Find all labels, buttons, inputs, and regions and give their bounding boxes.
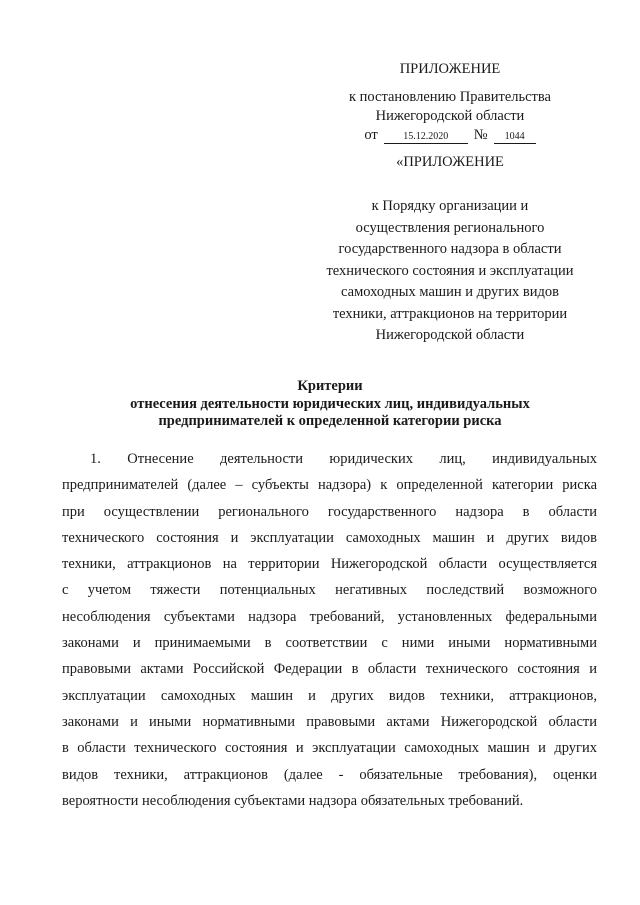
paragraph-line: вероятности несоблюдения субъектами надзора обязательных требований.: [62, 792, 524, 809]
paragraph-line: законами и принимаемыми в соответствии с ними иными нормативными: [62, 635, 597, 652]
paragraph-line: предпринимателей (далее – субъекты надзора) к определенной категории риска: [62, 477, 597, 494]
paragraph-line: 1. Отнесение деятельности юридических лиц, индивидуальных: [90, 451, 597, 467]
paragraph-line: с учетом тяжести потенциальных негативных последствий возможного: [62, 582, 597, 599]
criteria-heading: [60, 378, 600, 431]
appendix2-title: [300, 153, 600, 172]
criteria-subtitle-line-1: отнесения деятельности юридических лиц, индивидуальных: [130, 395, 530, 412]
procedure-line: технического состояния и эксплуатации: [326, 262, 574, 279]
paragraph-line: техники, аттракционов на территории Нижегородской области осуществляется: [62, 556, 597, 573]
paragraph-line: видов техники, аттракционов (далее - обязательные требования), оценки: [62, 766, 597, 783]
criteria-title: Критерии: [297, 378, 363, 394]
procedure-line: Нижегородской области: [375, 327, 525, 343]
paragraph-line: в области технического состояния и эксплуатации самоходных машин и других: [62, 740, 597, 757]
procedure-line: техники, аттракционов на территории: [332, 305, 568, 322]
paragraph-line: при осуществлении регионального государственного надзора в области: [62, 503, 597, 520]
paragraph-line: правовыми актами Российской Федерации в области технического состояния и: [62, 661, 597, 678]
decree-date-number-line: [300, 126, 600, 145]
from-label: от: [364, 127, 378, 143]
paragraph-line: несоблюдения субъектами надзора требований, установленных федеральными: [62, 608, 597, 625]
paragraph-line: эксплуатации самоходных машин и других видов техники, аттракционов,: [62, 687, 597, 704]
decree-number: 1044: [494, 131, 536, 144]
appendix-title-text: ПРИЛОЖЕНИЕ: [399, 61, 501, 77]
procedure-reference: [300, 196, 600, 347]
paragraph-line: технического состояния и эксплуатации самоходных машин и других видов: [62, 529, 597, 546]
paragraph-line: законами и иными нормативными правовыми актами Нижегородской области: [62, 713, 597, 730]
criteria-subtitle-line-2: предпринимателей к определенной категории риска: [158, 413, 502, 429]
decree-date: 15.12.2020: [384, 131, 468, 144]
paragraph-1: [62, 446, 597, 814]
procedure-line: к Порядку организации и: [371, 198, 529, 214]
decree-reference: [300, 88, 600, 145]
decree-line-1: к постановлению Правительства: [349, 89, 551, 105]
decree-line-2: Нижегородской области: [375, 108, 525, 124]
procedure-line: самоходных машин и других видов: [341, 284, 559, 300]
procedure-line: государственного надзора в области: [338, 241, 562, 257]
procedure-line: осуществления регионального: [355, 219, 545, 236]
appendix2-title-text: «ПРИЛОЖЕНИЕ: [396, 154, 504, 170]
appendix-title: [300, 60, 600, 79]
number-label: №: [473, 127, 488, 143]
